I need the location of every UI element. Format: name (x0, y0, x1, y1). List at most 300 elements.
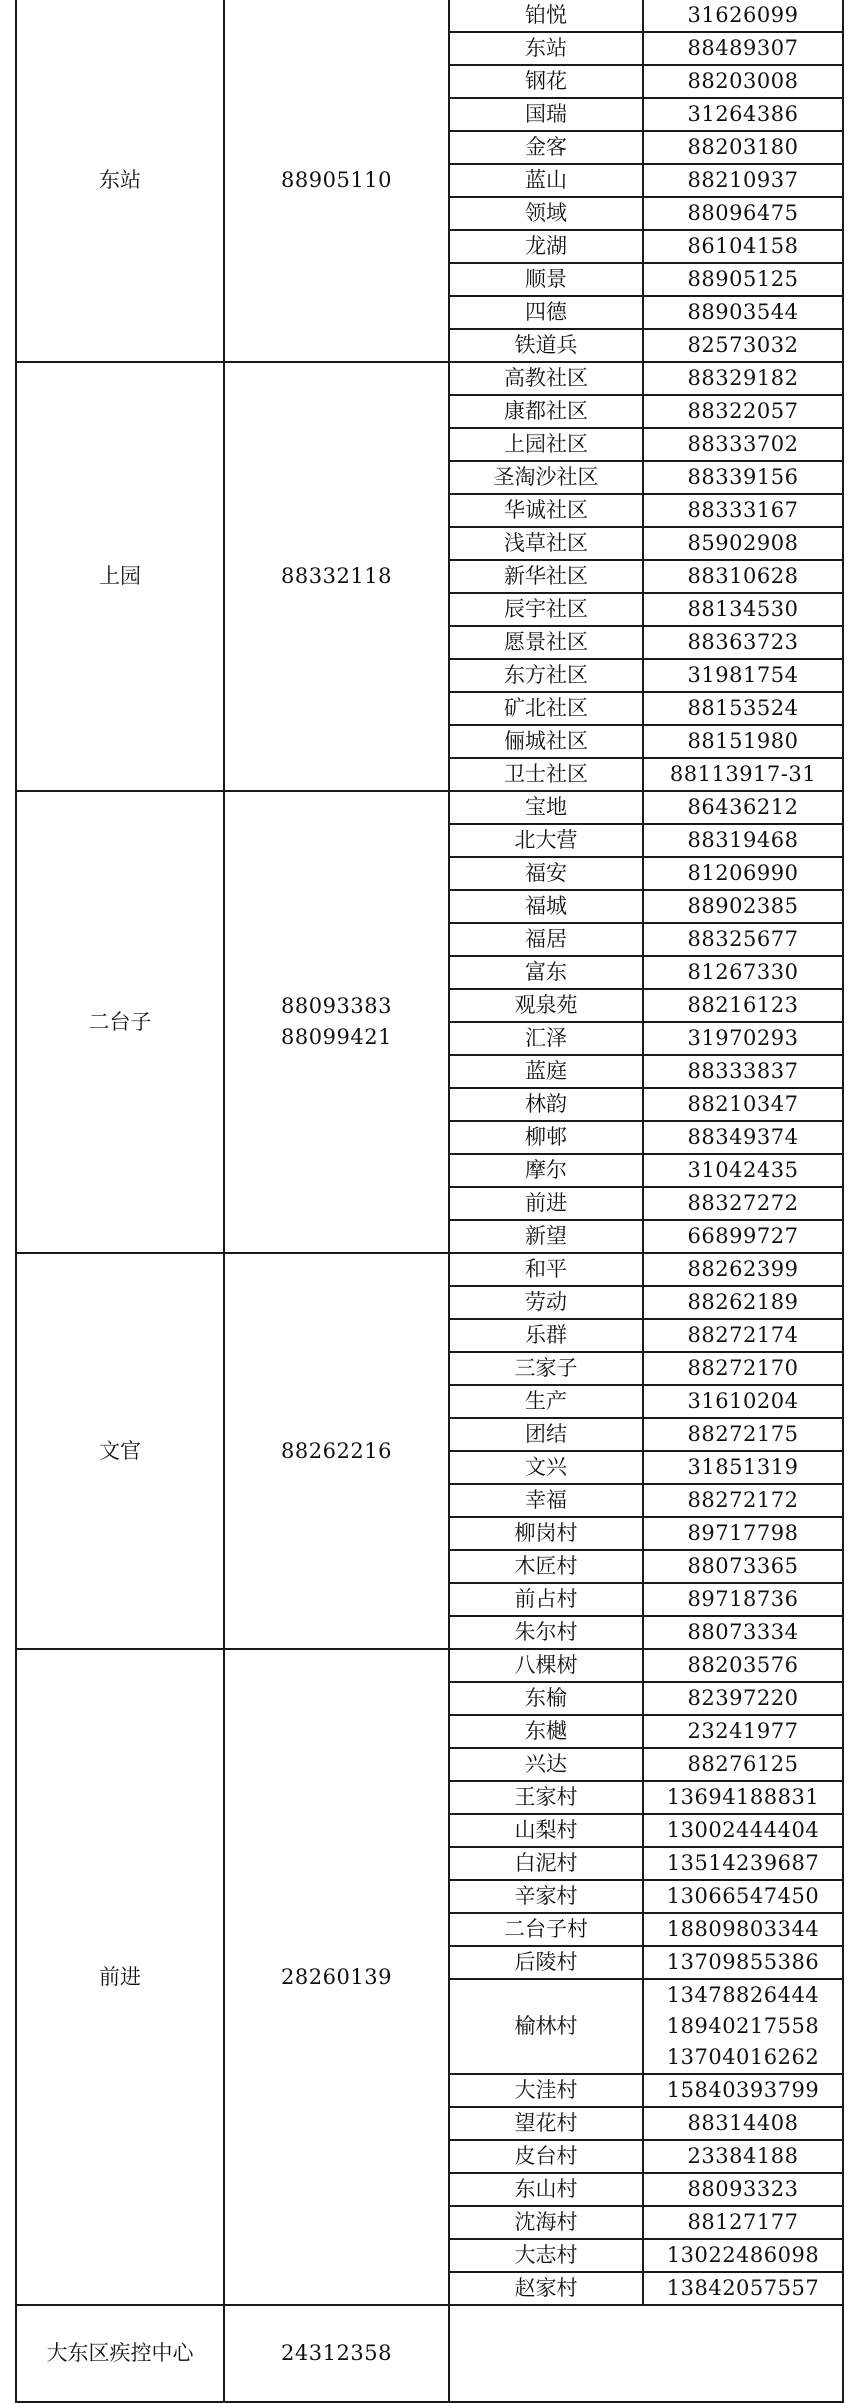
community-name: 铁道兵 (514, 333, 578, 357)
community-phone-cell (643, 857, 843, 890)
community-phone-list (688, 99, 799, 130)
community-phone: 88096475 (687, 201, 799, 225)
community-phone-list (667, 1980, 819, 2073)
community-phone: 88333837 (687, 1059, 799, 1083)
community-phone-list (688, 264, 799, 295)
community-phone: 31264386 (687, 102, 799, 126)
community-phone-cell (643, 2074, 843, 2107)
street-name-cell (16, 0, 224, 362)
community-phone-cell (643, 2107, 843, 2140)
community-phone: 82397220 (687, 1686, 799, 1710)
table-row (16, 0, 843, 32)
community-phone: 88314408 (687, 2111, 799, 2135)
community-phone-list (667, 2075, 819, 2106)
community-phone-cell (643, 2140, 843, 2173)
community-phone: 88272174 (687, 1323, 799, 1347)
community-name-cell (449, 692, 643, 725)
community-phone: 86104158 (687, 234, 799, 258)
community-phone: 88210937 (687, 168, 799, 192)
community-name: 东站 (525, 36, 567, 60)
community-phone-cell (643, 1088, 843, 1121)
community-phone-list (688, 1584, 799, 1615)
community-name-cell (449, 626, 643, 659)
community-name: 龙湖 (525, 234, 567, 258)
community-name: 上园社区 (504, 432, 588, 456)
community-phone-cell (643, 659, 843, 692)
community-name-cell (449, 1616, 643, 1649)
community-name-cell (449, 2107, 643, 2140)
community-name: 愿景社区 (504, 630, 588, 654)
community-phone: 88903544 (687, 300, 799, 324)
community-name: 劳动 (525, 1290, 567, 1314)
community-phone: 13002444404 (666, 1818, 820, 1842)
community-phone-cell (643, 890, 843, 923)
community-phone-list (688, 825, 799, 856)
community-phone-list (688, 1518, 799, 1549)
community-phone: 88905125 (687, 267, 799, 291)
community-name-cell (449, 1682, 643, 1715)
cdc-phone: 24312358 (281, 2341, 392, 2365)
community-phone: 88902385 (687, 894, 799, 918)
community-name-cell (449, 1055, 643, 1088)
community-phone-list (667, 1848, 819, 1879)
community-phone-cell (643, 1649, 843, 1682)
street-phone: 88332118 (281, 564, 392, 588)
street-phone-list (281, 991, 392, 1053)
community-phone: 88073334 (687, 1620, 799, 1644)
street-name-cell (16, 1253, 224, 1649)
community-phone-list (667, 1815, 819, 1846)
community-name: 赵家村 (514, 2276, 578, 2300)
community-phone: 13842057557 (666, 2276, 820, 2300)
cdc-name: 大东区疾控中心 (46, 2341, 194, 2365)
community-name-cell (449, 1154, 643, 1187)
community-phone: 88329182 (687, 366, 799, 390)
community-phone-list (688, 726, 799, 757)
community-name-cell (449, 989, 643, 1022)
community-phone-cell (643, 0, 843, 32)
community-phone-list (688, 627, 799, 658)
community-phone: 88319468 (687, 828, 799, 852)
community-phone: 31626099 (687, 3, 799, 27)
community-name: 圣淘沙社区 (493, 465, 599, 489)
community-phone-cell (643, 461, 843, 494)
community-phone-cell (643, 923, 843, 956)
community-name-cell (449, 362, 643, 395)
community-phone: 31981754 (687, 663, 799, 687)
community-phone-list (688, 132, 799, 163)
community-phone-list (688, 495, 799, 526)
community-phone: 85902908 (687, 531, 799, 555)
cdc-name-cell (16, 2305, 224, 2402)
community-name: 辛家村 (514, 1884, 578, 1908)
community-phone-cell (643, 956, 843, 989)
community-phone: 88262399 (687, 1257, 799, 1281)
community-phone-list (688, 2108, 799, 2139)
community-phone-list (688, 330, 799, 361)
community-name: 大志村 (514, 2243, 578, 2267)
community-phone-cell (643, 1550, 843, 1583)
community-name: 国瑞 (525, 102, 567, 126)
community-name: 王家村 (514, 1785, 578, 1809)
community-phone-cell (643, 263, 843, 296)
community-phone: 18809803344 (666, 1917, 820, 1941)
community-phone-list (688, 1452, 799, 1483)
community-phone-cell (643, 32, 843, 65)
community-name: 幸福 (525, 1488, 567, 1512)
community-phone-list (667, 2273, 819, 2304)
community-phone-list (688, 462, 799, 493)
community-phone-cell (643, 1319, 843, 1352)
community-name: 俪城社区 (504, 729, 588, 753)
community-phone-list (688, 1155, 799, 1186)
community-phone-cell (643, 1022, 843, 1055)
community-name-cell (449, 1748, 643, 1781)
community-name: 朱尔村 (514, 1620, 578, 1644)
community-name: 福居 (525, 927, 567, 951)
community-name-cell (449, 1253, 643, 1286)
community-name-cell (449, 1385, 643, 1418)
community-phone-list (688, 297, 799, 328)
street-name: 文官 (99, 1438, 141, 1463)
community-name-cell (449, 98, 643, 131)
community-phone-cell (643, 164, 843, 197)
community-phone-list (688, 429, 799, 460)
community-phone-list (667, 1947, 819, 1978)
community-name: 福安 (525, 861, 567, 885)
community-phone-list (688, 1056, 799, 1087)
community-name: 观泉苑 (514, 993, 578, 1017)
community-phone-cell (643, 1385, 843, 1418)
community-phone: 88203576 (687, 1653, 799, 1677)
table-row (16, 362, 843, 395)
community-phone-cell (643, 824, 843, 857)
community-name: 前占村 (514, 1587, 578, 1611)
community-name-cell (449, 1319, 643, 1352)
community-name: 二台子村 (504, 1917, 588, 1941)
community-name-cell (449, 428, 643, 461)
community-phone-list (688, 363, 799, 394)
community-phone: 88134530 (687, 597, 799, 621)
community-name-cell (449, 32, 643, 65)
community-phone-list (688, 1551, 799, 1582)
community-phone-cell (643, 1517, 843, 1550)
community-phone-cell (643, 1814, 843, 1847)
community-phone-cell (643, 1220, 843, 1253)
community-name: 领域 (525, 201, 567, 225)
community-name-cell (449, 560, 643, 593)
community-phone: 88339156 (687, 465, 799, 489)
community-name: 卫士社区 (504, 762, 588, 786)
community-phone: 88325677 (687, 927, 799, 951)
community-phone-list (667, 1782, 819, 1813)
community-phone-cell (643, 791, 843, 824)
street-phone-cell (224, 362, 449, 791)
street-phone-list (281, 165, 392, 196)
street-phone-cell (224, 1253, 449, 1649)
community-name-cell (449, 395, 643, 428)
community-phone-list (688, 396, 799, 427)
community-phone-list (688, 660, 799, 691)
street-name-cell (16, 362, 224, 791)
community-name: 新望 (525, 1224, 567, 1248)
community-name: 山梨村 (514, 1818, 578, 1842)
community-phone-cell (643, 989, 843, 1022)
community-phone: 88272172 (687, 1488, 799, 1512)
street-name: 上园 (99, 564, 141, 588)
community-phone-cell (643, 1484, 843, 1517)
community-phone: 88210347 (687, 1092, 799, 1116)
community-phone: 88262189 (687, 1290, 799, 1314)
community-phone-cell (643, 1781, 843, 1814)
community-name: 蓝山 (525, 168, 567, 192)
community-name-cell (449, 1781, 643, 1814)
community-name-cell (449, 1484, 643, 1517)
community-phone: 31851319 (687, 1455, 799, 1479)
community-phone-cell (643, 593, 843, 626)
community-phone-cell (643, 692, 843, 725)
community-phone: 88276125 (687, 1752, 799, 1776)
community-name-cell (449, 659, 643, 692)
street-phone: 28260139 (281, 1964, 392, 1989)
community-name: 榆林村 (514, 2014, 578, 2038)
community-phone-list (688, 1188, 799, 1219)
community-phone: 13066547450 (666, 1884, 820, 1908)
community-phone: 88073365 (687, 1554, 799, 1578)
community-phone: 66899727 (687, 1224, 799, 1248)
community-phone: 88310628 (687, 564, 799, 588)
community-phone-cell (643, 428, 843, 461)
community-phone-list (688, 2141, 799, 2172)
community-name-cell (449, 1088, 643, 1121)
community-phone-list (688, 1485, 799, 1516)
street-phone: 88262216 (281, 1438, 392, 1463)
community-phone-list (688, 66, 799, 97)
community-phone-list (688, 1650, 799, 1681)
community-phone-cell (643, 2272, 843, 2305)
community-phone: 88333167 (687, 498, 799, 522)
community-name-cell (449, 0, 643, 32)
community-phone: 88093323 (687, 2177, 799, 2201)
community-name: 四德 (525, 300, 567, 324)
community-phone-cell (643, 230, 843, 263)
street-phone-cell (224, 0, 449, 362)
community-name-cell (449, 461, 643, 494)
cdc-phone-cell (224, 2305, 449, 2402)
street-name-cell (16, 1649, 224, 2305)
community-name: 东方社区 (504, 663, 588, 687)
community-phone-cell (643, 65, 843, 98)
community-name: 新华社区 (504, 564, 588, 588)
street-phone: 88905110 (281, 168, 392, 192)
community-phone: 23384188 (687, 2144, 799, 2168)
community-name: 摩尔 (525, 1158, 567, 1182)
community-phone-cell (643, 1880, 843, 1913)
community-phone-list (688, 1716, 799, 1747)
community-name: 矿北社区 (504, 696, 588, 720)
community-name-cell (449, 1847, 643, 1880)
community-name-cell (449, 2206, 643, 2239)
community-phone-list (688, 1221, 799, 1252)
community-name-cell (449, 1814, 643, 1847)
community-phone: 88151980 (687, 729, 799, 753)
community-name: 东榆 (525, 1686, 567, 1710)
community-name: 望花村 (514, 2111, 578, 2135)
community-phone: 89717798 (687, 1521, 799, 1545)
community-phone-cell (643, 329, 843, 362)
community-name: 三家子 (514, 1356, 578, 1380)
community-phone-list (667, 2240, 819, 2271)
community-phone-list (688, 990, 799, 1021)
phone-directory-table (15, 0, 844, 2403)
community-name: 汇泽 (525, 1026, 567, 1050)
community-name-cell (449, 593, 643, 626)
community-name: 顺景 (525, 267, 567, 291)
community-phone: 13022486098 (666, 2243, 820, 2267)
community-phone: 86436212 (687, 795, 799, 819)
community-phone-list (688, 891, 799, 922)
community-phone: 88113917-31 (669, 762, 817, 786)
community-name: 高教社区 (504, 366, 588, 390)
community-name: 八棵树 (514, 1653, 578, 1677)
street-name: 二台子 (88, 1009, 152, 1034)
community-phone-list (688, 231, 799, 262)
community-name: 康都社区 (504, 399, 588, 423)
table-row-cdc (16, 2305, 843, 2402)
community-name-cell (449, 1418, 643, 1451)
community-phone-list (688, 1320, 799, 1351)
community-phone-cell (643, 560, 843, 593)
community-phone: 13709855386 (666, 1950, 820, 1974)
community-name-cell (449, 1286, 643, 1319)
community-name: 辰宇社区 (504, 597, 588, 621)
community-phone-list (688, 165, 799, 196)
community-phone-cell (643, 1748, 843, 1781)
community-phone: 31042435 (687, 1158, 799, 1182)
community-phone-list (688, 1683, 799, 1714)
community-phone-list (688, 528, 799, 559)
community-phone: 88203180 (687, 135, 799, 159)
community-phone-list (688, 858, 799, 889)
community-phone-cell (643, 527, 843, 560)
community-name-cell (449, 230, 643, 263)
community-phone: 81206990 (687, 861, 799, 885)
community-phone-cell (643, 2173, 843, 2206)
community-phone: 88363723 (687, 630, 799, 654)
community-phone-list (688, 1254, 799, 1285)
table-row (16, 1253, 843, 1286)
community-phone: 88327272 (687, 1191, 799, 1215)
community-phone-list (688, 2207, 799, 2238)
community-phone-list (688, 1386, 799, 1417)
community-name-cell (449, 725, 643, 758)
community-phone-list (667, 1881, 819, 1912)
community-phone: 88127177 (687, 2210, 799, 2234)
community-phone-list (688, 33, 799, 64)
community-phone: 88272175 (687, 1422, 799, 1446)
community-name-cell (449, 857, 643, 890)
community-phone-cell (643, 1616, 843, 1649)
community-name-cell (449, 1022, 643, 1055)
community-phone-list (670, 759, 816, 790)
community-phone-cell (643, 1715, 843, 1748)
community-name-cell (449, 164, 643, 197)
community-phone-cell (643, 131, 843, 164)
community-phone: 88333702 (687, 432, 799, 456)
community-phone-cell (643, 2239, 843, 2272)
street-name-cell (16, 791, 224, 1253)
community-name: 乐群 (525, 1323, 567, 1347)
community-name: 福城 (525, 894, 567, 918)
community-name: 金客 (525, 135, 567, 159)
community-name: 蓝庭 (525, 1059, 567, 1083)
community-phone-cell (643, 1847, 843, 1880)
community-phone-list (688, 957, 799, 988)
community-phone-list (688, 792, 799, 823)
community-phone: 15840393799 (666, 2078, 820, 2102)
community-name: 后陵村 (514, 1950, 578, 1974)
community-name-cell (449, 956, 643, 989)
community-name-cell (449, 494, 643, 527)
community-name: 团结 (525, 1422, 567, 1446)
street-name: 东站 (99, 168, 141, 192)
community-phone-cell (643, 1913, 843, 1946)
community-name-cell (449, 527, 643, 560)
community-phone-cell (643, 626, 843, 659)
community-phone: 13478826444 (666, 1983, 820, 2007)
community-phone: 82573032 (687, 333, 799, 357)
street-phone: 88093383 (281, 994, 392, 1018)
community-name-cell (449, 296, 643, 329)
community-name-cell (449, 824, 643, 857)
community-name: 白泥村 (514, 1851, 578, 1875)
community-name: 大洼村 (514, 2078, 578, 2102)
table-row (16, 1649, 843, 1682)
community-phone-cell (643, 1583, 843, 1616)
street-phone: 88099421 (281, 1025, 392, 1049)
community-phone-list (688, 1122, 799, 1153)
community-phone-cell (643, 1121, 843, 1154)
community-name: 兴达 (525, 1752, 567, 1776)
community-phone-list (688, 0, 799, 31)
community-phone: 18940217558 (666, 2014, 820, 2038)
community-phone-cell (643, 1451, 843, 1484)
community-phone-list (688, 1089, 799, 1120)
community-name-cell (449, 1979, 643, 2074)
community-name-cell (449, 2173, 643, 2206)
community-phone-list (667, 1914, 819, 1945)
community-name-cell (449, 923, 643, 956)
community-phone-cell (643, 2206, 843, 2239)
community-name-cell (449, 131, 643, 164)
community-name-cell (449, 2140, 643, 2173)
community-phone-cell (643, 1946, 843, 1979)
community-name-cell (449, 1550, 643, 1583)
street-phone-list (281, 1962, 392, 1993)
street-phone-list (281, 1436, 392, 1467)
community-name-cell (449, 65, 643, 98)
community-phone: 88322057 (687, 399, 799, 423)
community-name-cell (449, 1880, 643, 1913)
community-phone: 81267330 (687, 960, 799, 984)
community-name-cell (449, 2239, 643, 2272)
community-phone-list (688, 561, 799, 592)
community-name: 华诚社区 (504, 498, 588, 522)
community-name: 和平 (525, 1257, 567, 1281)
community-phone: 88272170 (687, 1356, 799, 1380)
community-phone: 31970293 (687, 1026, 799, 1050)
community-name: 前进 (525, 1191, 567, 1215)
